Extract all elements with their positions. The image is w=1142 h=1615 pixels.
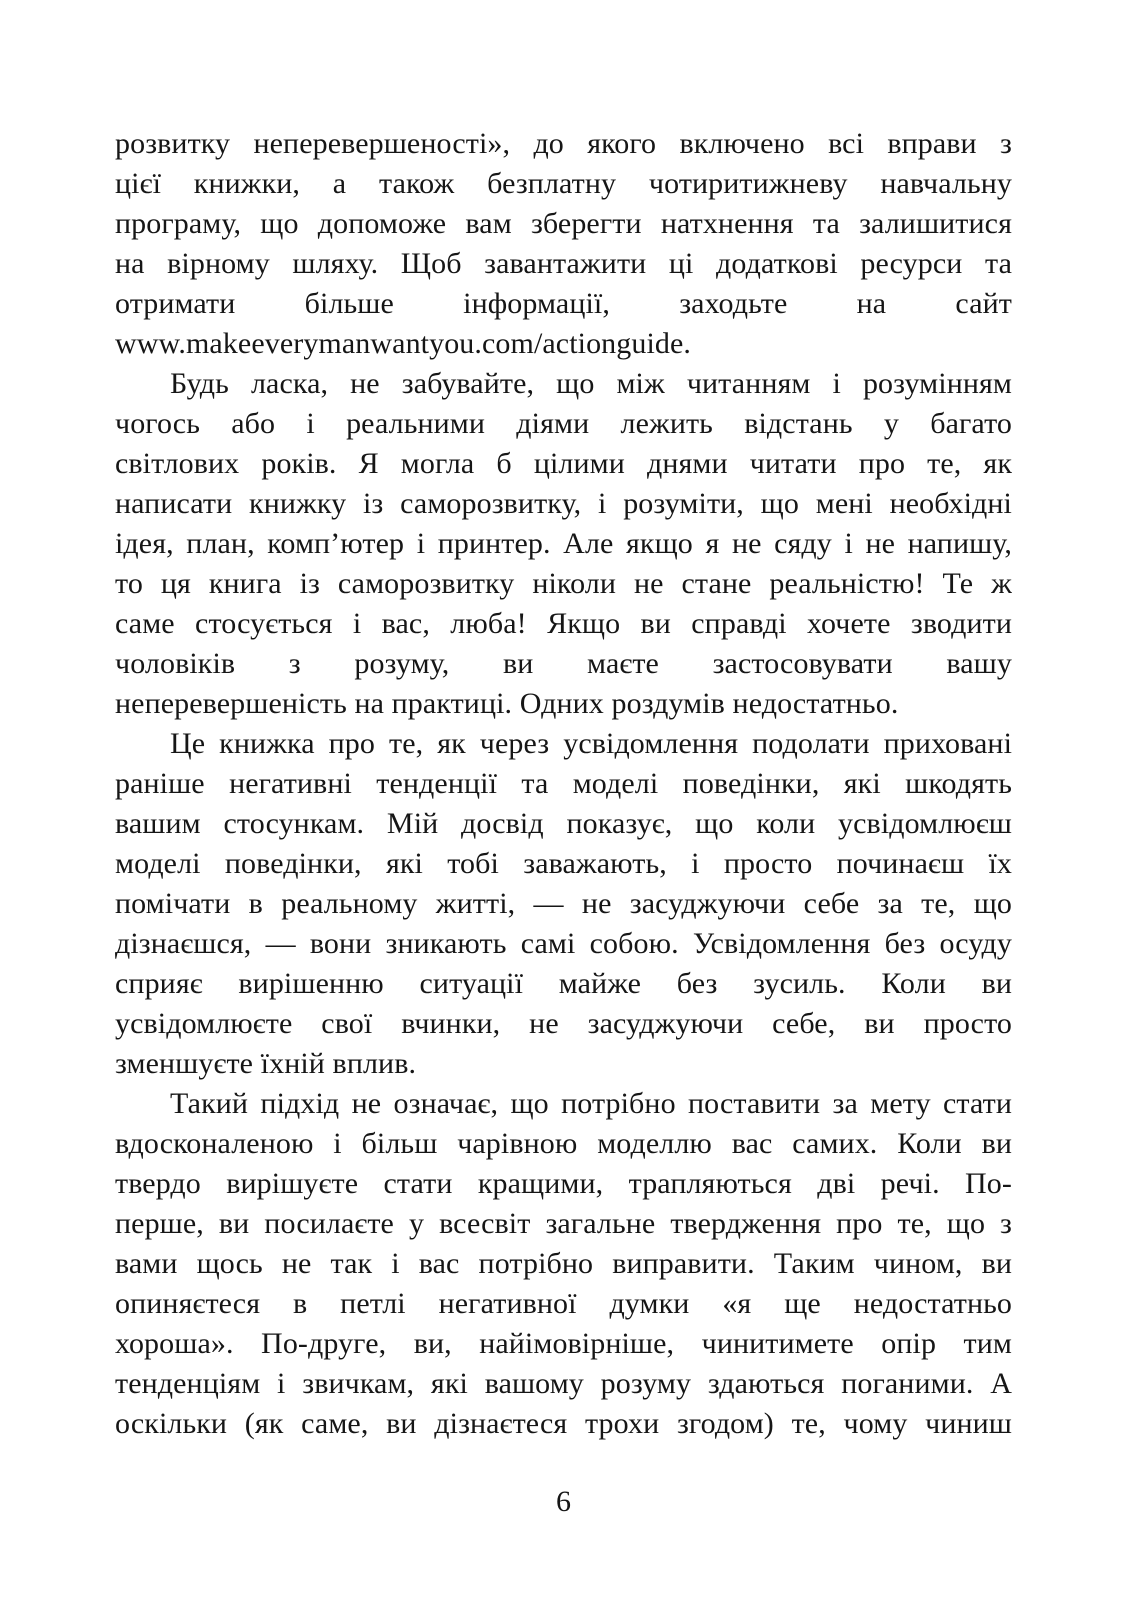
text-line: www.makeeverymanwantyou.com/actionguide. bbox=[115, 327, 692, 360]
text-line: ідея, план, комп’ютер і принтер. Але якщо я не сяду і не напишу, bbox=[115, 527, 1012, 560]
paragraph bbox=[115, 1084, 1012, 1444]
text-line: чогось або і реальними діями лежить відстань у багато bbox=[115, 407, 1012, 440]
text-line: оскільки (як саме, ви дізнаєтеся трохи згодом) те, чому чиниш bbox=[115, 1407, 1012, 1440]
book-page bbox=[115, 124, 1012, 1522]
page-text bbox=[115, 124, 1012, 1444]
text-line: програму, що допоможе вам зберегти натхнення та залишитися bbox=[115, 207, 1012, 240]
text-line: світлових років. Я могла б цілими днями читати про те, як bbox=[115, 447, 1012, 480]
text-line: цієї книжки, а також безплатну чотиритижневу навчальну bbox=[115, 167, 1012, 200]
paragraph bbox=[115, 724, 1012, 1084]
text-line: вашим стосункам. Мій досвід показує, що коли усвідомлюєш bbox=[115, 807, 1012, 840]
text-line: чоловіків з розуму, ви маєте застосовувати вашу bbox=[115, 647, 1012, 680]
text-line: саме стосується і вас, люба! Якщо ви справді хочете зводити bbox=[115, 607, 1012, 640]
text-line: опиняєтеся в петлі негативної думки «я ще недостатньо bbox=[115, 1287, 1012, 1320]
text-line: сприяє вирішенню ситуації майже без зусиль. Коли ви bbox=[115, 967, 1012, 1000]
text-line: вами щось не так і вас потрібно виправити. Таким чином, ви bbox=[115, 1247, 1012, 1280]
text-line: розвитку неперевершеності», до якого включено всі вправи з bbox=[115, 127, 1012, 160]
text-line: усвідомлюєте свої вчинки, не засуджуючи себе, ви просто bbox=[115, 1007, 1012, 1040]
text-line: раніше негативні тенденції та моделі поведінки, які шкодять bbox=[115, 767, 1012, 800]
text-line: неперевершеність на практиці. Одних роздумів недостатньо. bbox=[115, 687, 899, 720]
text-line: тенденціям і звичкам, які вашому розуму здаються поганими. А bbox=[115, 1367, 1012, 1400]
page-number: 6 bbox=[556, 1485, 571, 1518]
text-line: Це книжка про те, як через усвідомлення подолати приховані bbox=[170, 727, 1012, 760]
text-line: то ця книга із саморозвитку ніколи не стане реальністю! Те ж bbox=[115, 567, 1012, 600]
text-line: перше, ви посилаєте у всесвіт загальне твердження про те, що з bbox=[115, 1207, 1012, 1240]
text-line: Такий підхід не означає, що потрібно поставити за мету стати bbox=[170, 1087, 1012, 1120]
text-line: отримати більше інформації, заходьте на сайт bbox=[115, 287, 1012, 320]
paragraph bbox=[115, 364, 1012, 724]
paragraph bbox=[115, 124, 1012, 364]
text-line: дізнаєшся, — вони зникають самі собою. Усвідомлення без осуду bbox=[115, 927, 1012, 960]
text-line: твердо вирішуєте стати кращими, трапляються дві речі. По- bbox=[115, 1167, 1012, 1200]
text-line: вдосконаленою і більш чарівною моделлю вас самих. Коли ви bbox=[115, 1127, 1012, 1160]
text-line: зменшуєте їхній вплив. bbox=[115, 1047, 417, 1080]
text-line: моделі поведінки, які тобі заважають, і просто починаєш їх bbox=[115, 847, 1012, 880]
text-line: Будь ласка, не забувайте, що між читанням і розумінням bbox=[170, 367, 1012, 400]
text-line: написати книжку із саморозвитку, і розуміти, що мені необхідні bbox=[115, 487, 1012, 520]
text-line: на вірному шляху. Щоб завантажити ці додаткові ресурси та bbox=[115, 247, 1012, 280]
text-line: хороша». По-друге, ви, найімовірніше, чинитимете опір тим bbox=[115, 1327, 1012, 1360]
text-line: помічати в реальному житті, — не засуджуючи себе за те, що bbox=[115, 887, 1012, 920]
